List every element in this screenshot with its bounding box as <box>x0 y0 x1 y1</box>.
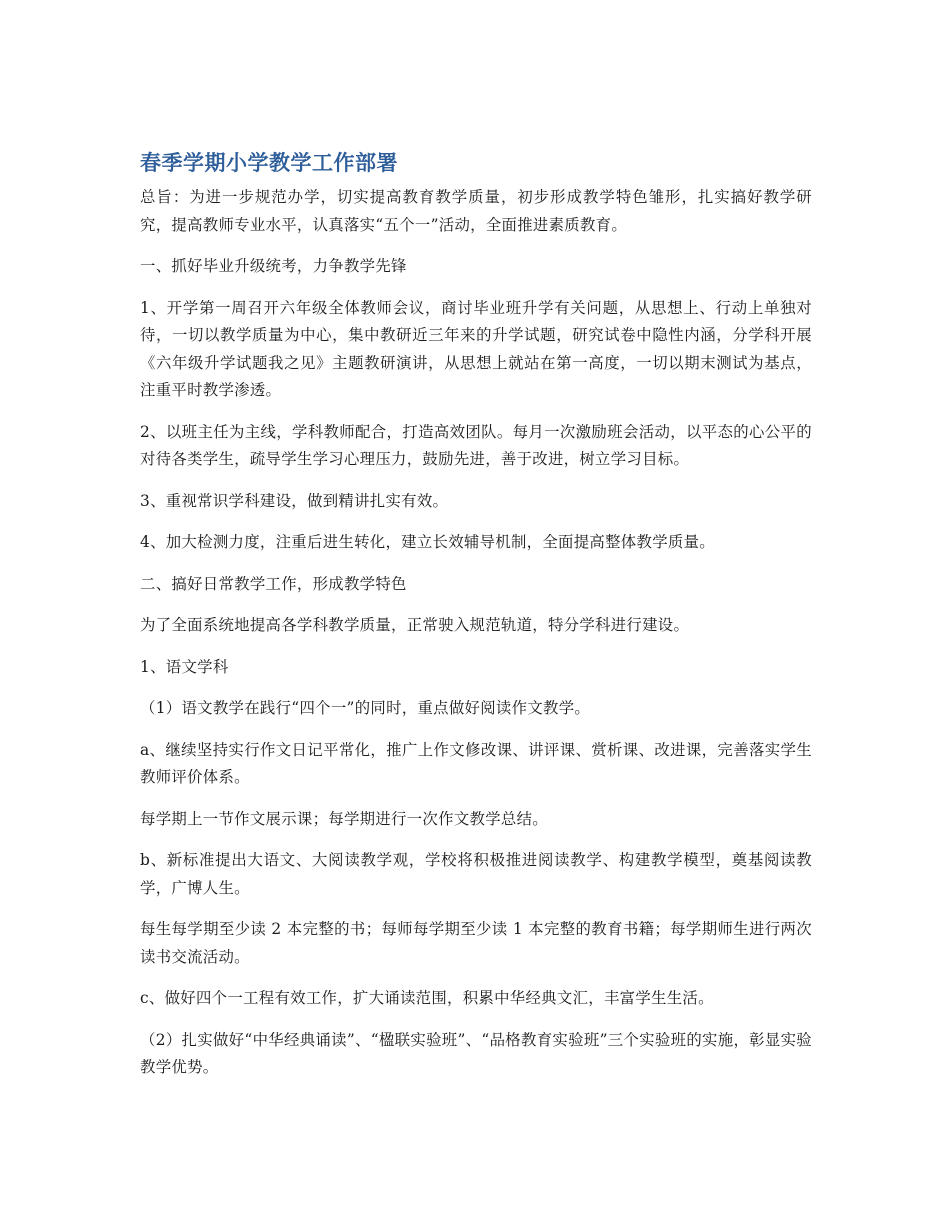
paragraph-chinese-2: （2）扎实做好“中华经典诵读”、“楹联实验班”、“品格教育实验班”三个实验班的实施，彰显实验教学优势。 <box>140 1030 812 1076</box>
section-intro-paragraph: 为了全面系统地提高各学科教学质量，正常驶入规范轨道，特分学科进行建设。 <box>140 616 690 634</box>
paragraph-chinese-c: c、做好四个一工程有效工作，扩大诵读范围，积累中华经典文汇，丰富学生生活。 <box>140 989 714 1007</box>
paragraph-item-2: 2、以班主任为主线，学科教师配合，打造高效团队。每月一次激励班会活动，以平态的心公平的对待各类学生，疏导学生学习心理压力，鼓励先进，善于改进，树立学习目标。 <box>140 422 812 468</box>
paragraph-reading-requirements: 每生每学期至少读 2 本完整的书；每师每学期至少读 1 本完整的教育书籍；每学期师生进行两次读书交流活动。 <box>140 920 812 966</box>
paragraph-item-4: 4、加大检测力度，注重后进生转化，建立长效辅导机制，全面提高整体教学质量。 <box>140 533 715 551</box>
paragraph-chinese-b: b、新标准提出大语文、大阅读教学观，学校将积极推进阅读教学、构建教学模型，奠基阅读教学，广博人生。 <box>140 851 812 897</box>
paragraph-composition-schedule: 每学期上一节作文展示课；每学期进行一次作文教学总结。 <box>140 809 548 828</box>
paragraph-item-3: 3、重视常识学科建设，做到精讲扎实有效。 <box>140 491 449 510</box>
summary-paragraph: 总旨：为进一步规范办学，切实提高教育教学质量，初步形成教学特色雏形，扎实搞好教学研究，提高教师专业水平，认真落实“五个一”活动，全面推进素质教育。 <box>140 188 812 234</box>
paragraph-chinese-1: （1）语文教学在践行“四个一”的同时，重点做好阅读作文教学。 <box>140 699 591 717</box>
paragraph-chinese-a: a、继续坚持实行作文日记平常化，推广上作文修改课、讲评课、赏析课、改进课，完善落实学生教师评价体系。 <box>140 740 812 786</box>
subsection-heading-chinese: 1、语文学科 <box>140 657 229 676</box>
paragraph-item-1: 1、开学第一周召开六年级全体教师会议，商讨毕业班升学有关问题，从思想上、行动上单独对待，一切以教学质量为中心，集中教研近三年来的升学试题，研究试卷中隐性内涵，分学科开展《六年级升学试题我之见》主题教研演讲，从思想上就站在第一高度，一切以期末测试为基点，注重平时教学渗透。 <box>140 298 812 399</box>
section-heading-1: 一、抓好毕业升级统考，力争教学先锋 <box>140 257 407 275</box>
section-heading-2: 二、搞好日常教学工作，形成教学特色 <box>140 574 407 593</box>
document-title: 春季学期小学教学工作部署 <box>140 151 398 175</box>
document-page <box>140 148 812 1096</box>
